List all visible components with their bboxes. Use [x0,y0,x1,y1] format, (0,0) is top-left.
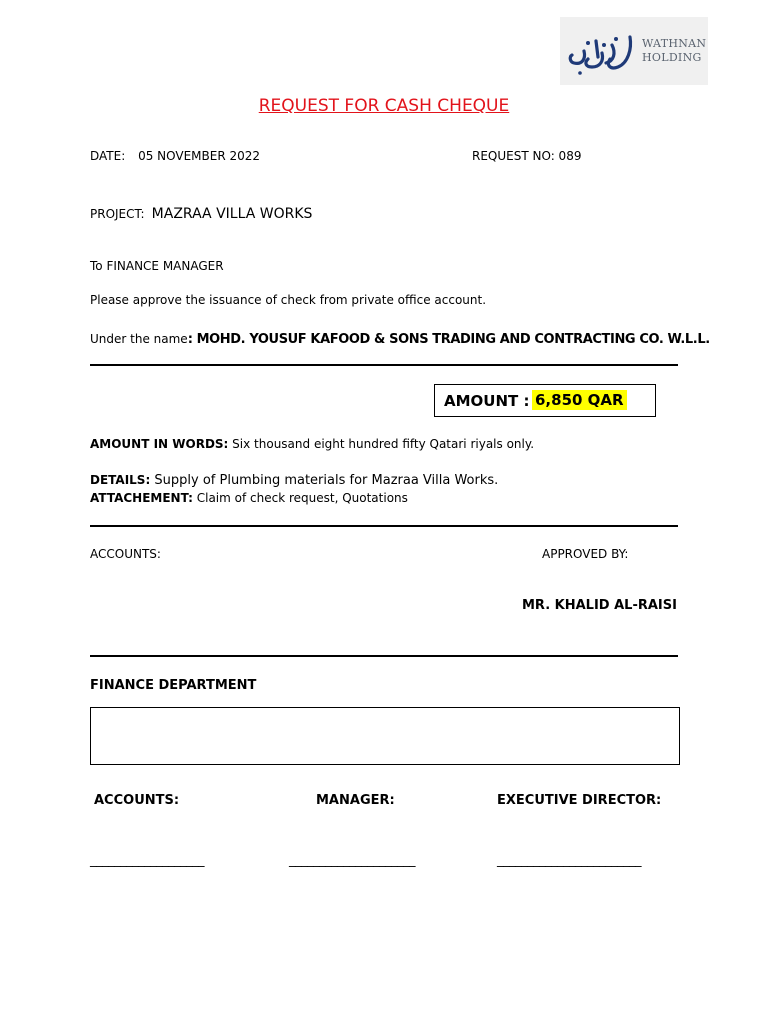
divider-3 [90,655,678,657]
page-title: REQUEST FOR CASH CHEQUE [258,96,510,116]
attachment-row [90,491,408,505]
signature-manager-label: MANAGER: [316,793,395,808]
approval-request-line: Please approve the issuance of check from private office account. [90,293,487,307]
company-logo [560,17,708,85]
approved-by-label: APPROVED BY: [542,547,629,561]
date-row [90,149,260,163]
amount-value: 6,850 QAR [532,390,627,410]
divider-1 [90,364,678,366]
signature-line-accounts: ___________________ [90,853,204,868]
logo-name-line1: WATHNAN [642,37,707,50]
project-value: MAZRAA VILLA WORKS [151,206,313,222]
signature-line-executive-director: ________________________ [497,853,641,868]
attachment-value: Claim of check request, Quotations [192,491,408,505]
details-label: DETAILS: [90,473,151,487]
date-label: DATE: [90,149,126,163]
signature-accounts-label: ACCOUNTS: [94,793,180,808]
finance-department-box [90,707,680,765]
finance-department-heading: FINANCE DEPARTMENT [90,678,257,693]
payee-row [90,328,710,347]
attachment-label: ATTACHEMENT: [90,491,193,505]
amount-in-words-row [90,437,534,451]
divider-2 [90,525,678,527]
details-row [90,473,498,488]
arabic-calligraphy-logo [566,29,636,79]
details-value: Supply of Plumbing materials for Mazraa Villa Works. [150,473,499,488]
payee-value: : MOHD. YOUSUF KAFOOD & SONS TRADING AND CONTRACTING CO. W.L.L. [187,332,710,347]
logo-name-line2: HOLDING [642,51,702,64]
approver-name: MR. KHALID AL-RAISI [522,598,677,613]
project-label: PROJECT: [90,207,145,221]
signature-executive-director-label: EXECUTIVE DIRECTOR: [497,793,662,808]
date-value: 05 NOVEMBER 2022 [138,149,261,163]
amount-box [434,384,656,417]
accounts-label: ACCOUNTS: [90,547,161,561]
amount-label: AMOUNT : [444,392,530,410]
addressee-line: To FINANCE MANAGER [90,259,224,273]
signature-line-manager: _____________________ [289,853,415,868]
amount-in-words-label: AMOUNT IN WORDS: [90,437,229,451]
project-row [90,203,312,222]
request-number: REQUEST NO: 089 [472,149,582,163]
amount-in-words-value: Six thousand eight hundred fifty Qatari riyals only. [228,437,535,451]
payee-label: Under the name [90,332,188,346]
